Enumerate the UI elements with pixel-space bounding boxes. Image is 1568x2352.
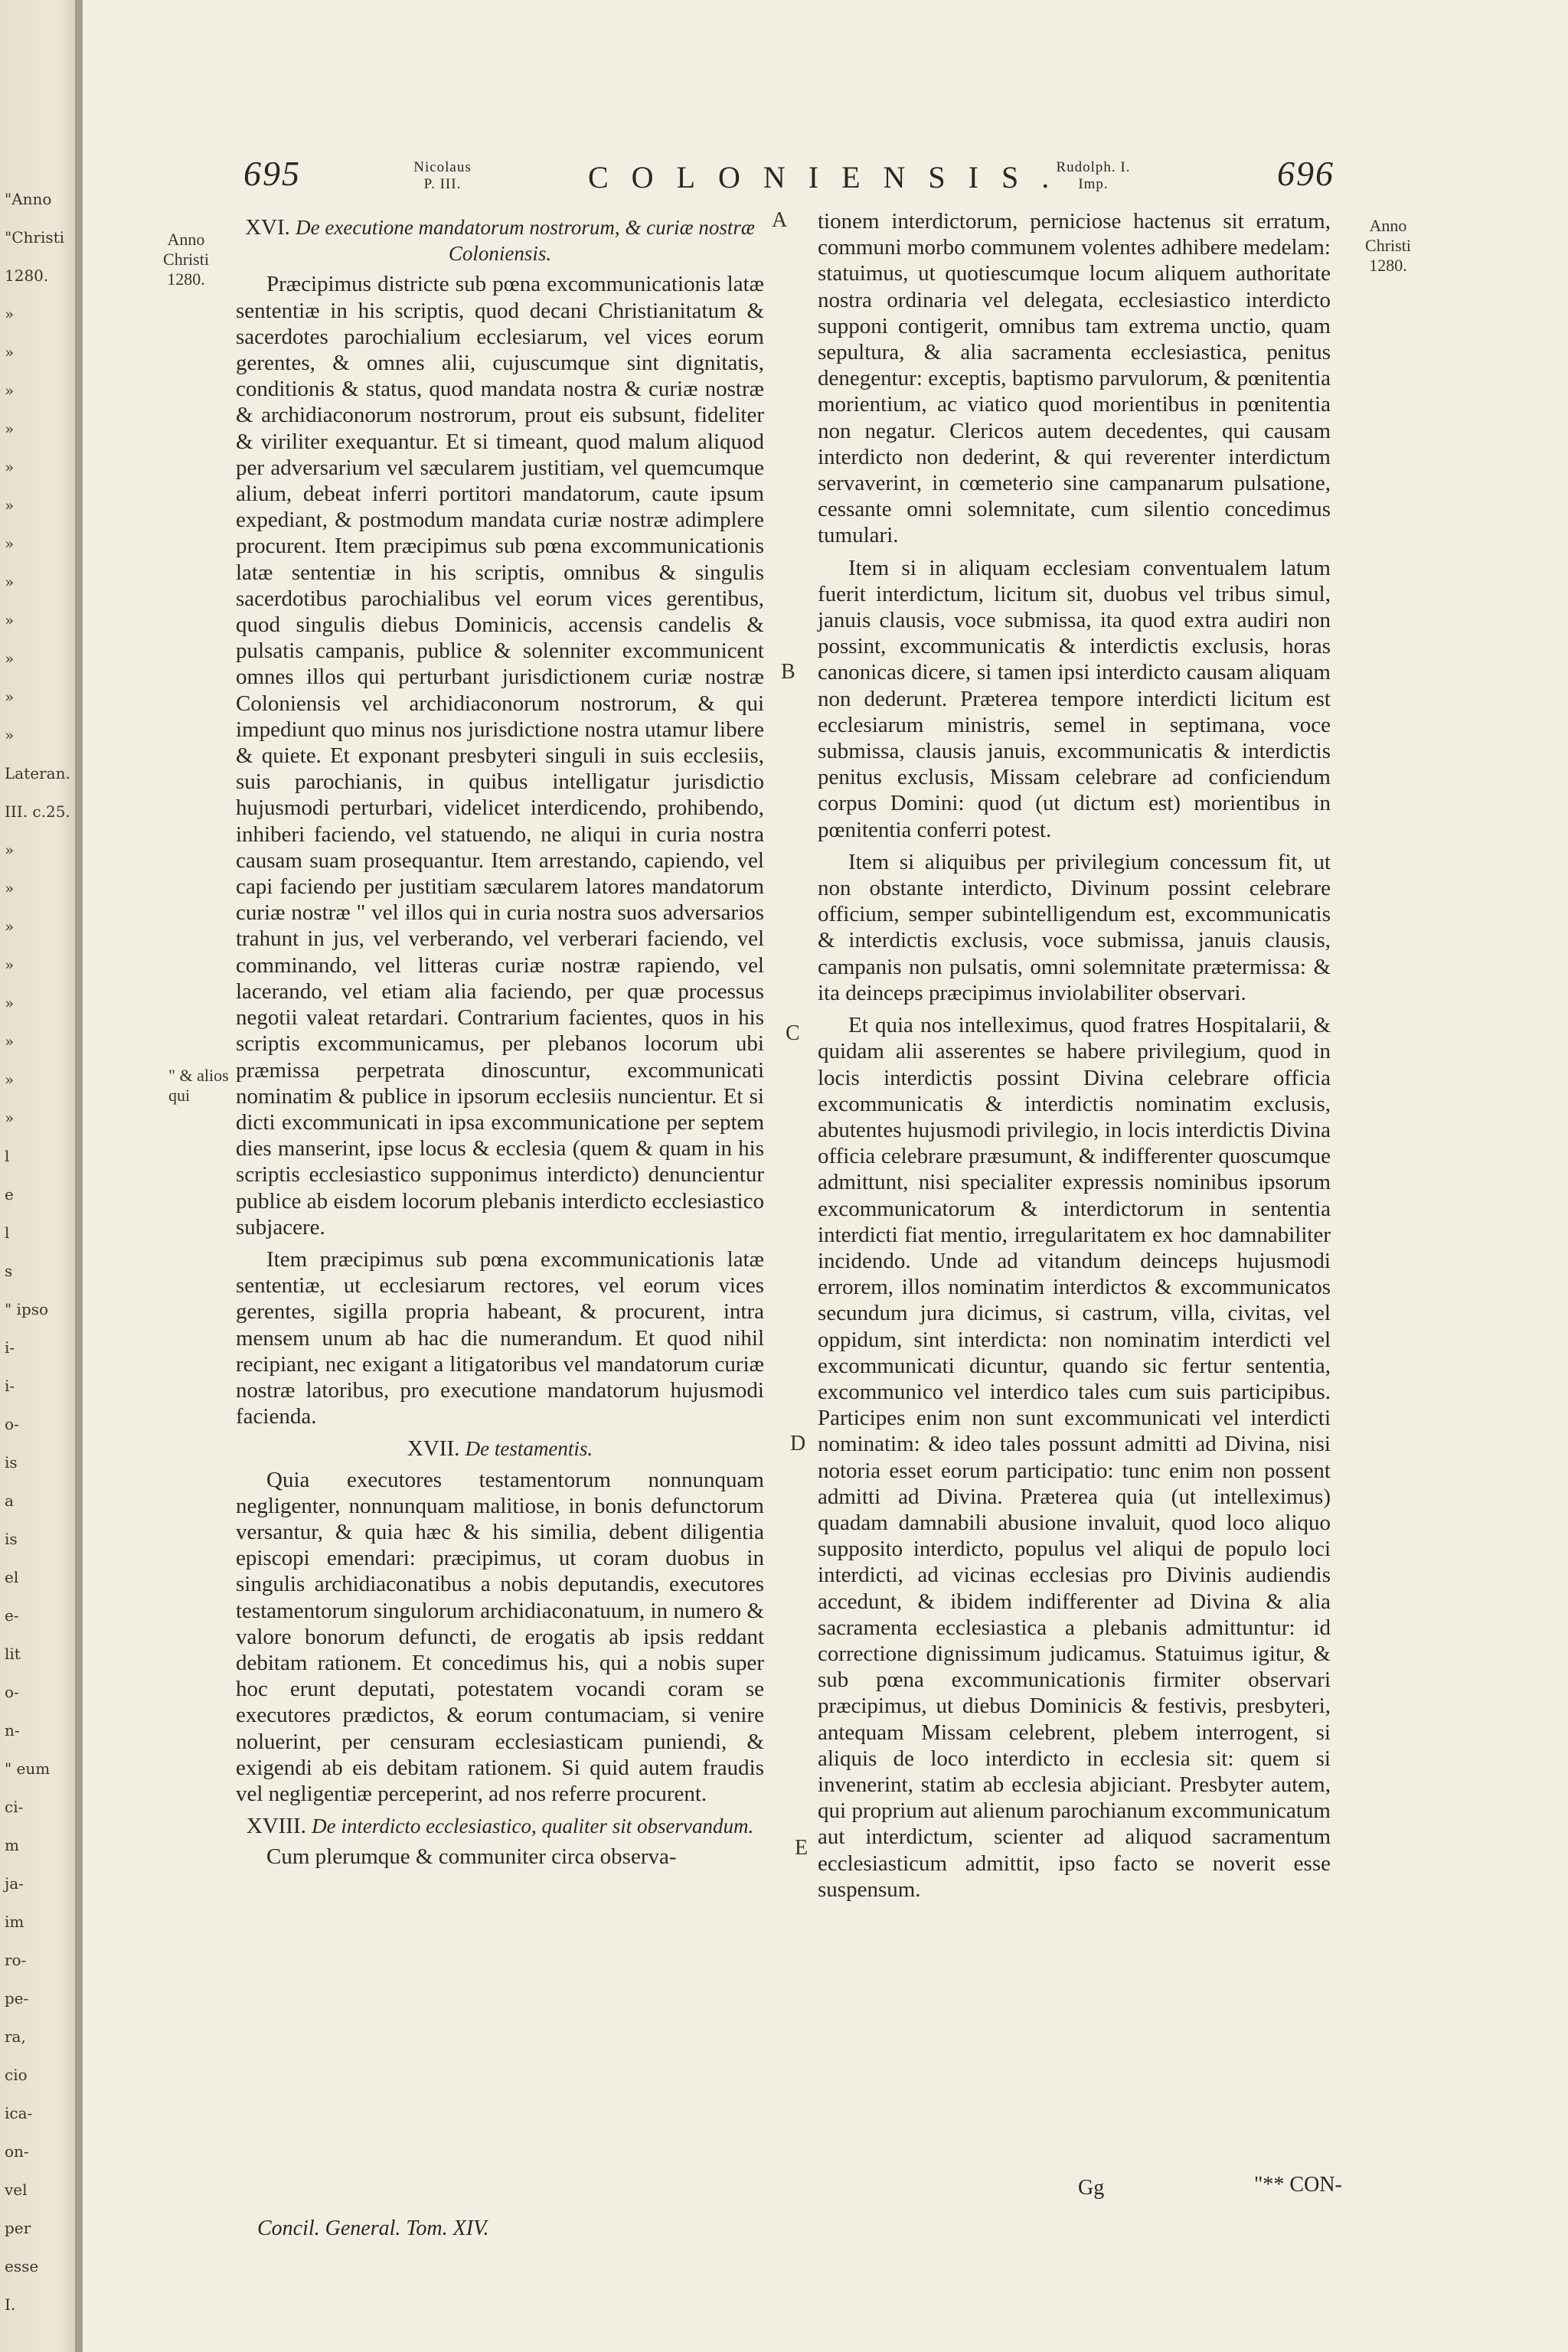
running-head-left xyxy=(397,159,488,193)
previous-page-fragment: » xyxy=(5,956,15,974)
previous-page-fragment: » xyxy=(5,917,15,936)
previous-page-fragment: » xyxy=(5,381,15,400)
anno-label: Anno xyxy=(167,230,205,249)
page-number-left: 695 xyxy=(243,154,301,193)
previous-page-fragment: n- xyxy=(5,1721,20,1740)
section-letter-d: D xyxy=(790,1432,806,1455)
running-head-right-line1: Rudolph. I. xyxy=(1056,159,1131,175)
running-head-left-line2: P. III. xyxy=(423,176,462,192)
previous-page-fragment: » xyxy=(5,1032,15,1050)
previous-page-fragment: » xyxy=(5,1070,15,1089)
previous-page-fragment: a xyxy=(5,1491,14,1510)
previous-page-fragment: » xyxy=(5,879,15,897)
page xyxy=(83,0,1568,2352)
footer-source: Concil. General. Tom. XIV. xyxy=(257,2216,489,2240)
previous-page-fragment: » xyxy=(5,343,15,361)
previous-page-fragment: i- xyxy=(5,1377,15,1395)
previous-page-fragment: o- xyxy=(5,1415,19,1433)
previous-page-fragment: "Christi xyxy=(5,228,65,247)
right-column xyxy=(818,208,1331,1909)
section-title: De executione mandatorum nostrorum, & curiæ nostræ Coloniensis. xyxy=(296,216,755,266)
section-16-paragraph-2: Item præcipimus sub pœna excommunicationis latæ sententiæ, ut ecclesiarum rectores, vel eorum vices gerentes, sigilla propria habeant, & procurent, intra mensem unum ab hac die numerandum. Et quod nihil recipiant, nec exigant a litigatoribus vel mandatorum curiæ nostræ latoribus, pro executione mandatorum hujusmodi facienda. xyxy=(236,1246,764,1429)
previous-page-fragment: l xyxy=(5,1223,10,1242)
previous-page-edge xyxy=(0,0,83,2352)
previous-page-fragment: el xyxy=(5,1568,19,1586)
section-17-paragraph-1: Quia executores testamentorum nonnunquam negligenter, nonnunquam malitiose, in bonis defunctorum versantur, & quia hæc & his similia, debent diligentia episcopi emendari: præcipimus, ut coram duobus in singulis archidiaconatibus a nobis deputandis, executores testamentorum singulorum archidiaconatuum, in numero & valore bonorum defuncti, de erogatis ab ipsis reddant debitam rationem. Et concedimus his, qui a nobis super hoc erunt deputati, potestatem vocandi coram se executores prædictos, & eorum contumaciam, si venire noluerint, per censuram ecclesiasticam puniendi, & exigendi ab eis debitam rationem. Si quid autem fraudis vel negligentiæ perceperint, ad nos referre procurent. xyxy=(236,1467,764,1806)
section-16-heading xyxy=(236,214,764,266)
previous-page-fragment: esse xyxy=(5,2257,39,2275)
christi-label: Christi xyxy=(1365,236,1411,255)
signature-mark: Gg xyxy=(1078,2176,1105,2200)
previous-page-fragment: » xyxy=(5,305,15,323)
section-number: XVI. xyxy=(245,215,290,240)
right-paragraph-1: tionem interdictorum, perniciose hactenus sit erratum, communi morbo communem volentes adhibere medelam: statuimus, ut quotiescumque locum aliquem authoritate nostra ordinaria vel delegata, ecclesiastico interdicto supponi contigerit, omnibus tam extrema unctio, quam sepultura, & alia sacramenta ecclesiastica, penitus denegentur: exceptis, baptismo parvulorum, & pœnitentia morientium, ac viatico quod morientibus in pœnitentia non negatur. Clericos autem decedentes, qui causam interdicto non dederint, & qui reverenter interdictum servaverint, in cœmeterio sine campanarum pulsatione, cessante omni solemnitate, cum silentio concedimus tumulari. xyxy=(818,209,1331,548)
running-head-right-line2: Imp. xyxy=(1078,176,1109,192)
previous-page-fragment: III. c.25. xyxy=(5,802,70,821)
running-head-left-line1: Nicolaus xyxy=(413,159,472,175)
right-paragraph-3: Item si aliquibus per privilegium concessum fit, ut non obstante interdicto, Divinum possint celebrare officium, semper subintelligendum est, excommunicatis & interdictis exclusis, voce submissa, januis clausis, campanis non pulsatis, omni solemnitate prætermissa: & ita deinceps præcipimus inviolabiliter observari. xyxy=(818,849,1331,1005)
catchword: "** CON- xyxy=(1254,2173,1342,2197)
previous-page-fragment: o- xyxy=(5,1683,19,1701)
variant-note-line2: qui xyxy=(168,1086,191,1105)
previous-page-fragment: ica- xyxy=(5,2104,33,2122)
section-letter-a: A xyxy=(772,208,788,232)
previous-page-fragment: » xyxy=(5,649,15,668)
previous-page-fragment: cio xyxy=(5,2066,28,2084)
previous-page-fragment: » xyxy=(5,726,15,744)
running-head-right xyxy=(1032,159,1155,193)
previous-page-fragment: "Anno xyxy=(5,190,52,208)
previous-page-fragment: » xyxy=(5,420,15,438)
previous-page-fragment: m xyxy=(5,1836,19,1854)
previous-page-fragment: on- xyxy=(5,2142,29,2161)
previous-page-fragment: » xyxy=(5,611,15,629)
section-17-heading xyxy=(236,1436,764,1462)
previous-page-fragment: » xyxy=(5,458,15,476)
section-18-heading xyxy=(236,1813,764,1839)
previous-page-fragment: I. xyxy=(5,2295,16,2314)
christi-label: Christi xyxy=(163,250,209,269)
running-title: COLONIENSIS. xyxy=(588,160,1073,194)
previous-page-fragment: lit xyxy=(5,1645,21,1663)
previous-page-fragment: » xyxy=(5,534,15,553)
right-paragraph-2: Item si in aliquam ecclesiam conventualem latum fuerit interdictum, licitum sit, duobus vel tribus simul, januis clausis, voce submissa, ita quod extra audiri non possint, excommunicatis & interdictis exclusis, horas canonicas dicere, si tamen ipsi interdicto causam aliquam non dederunt. Præterea tempore interdicti licitum est ecclesiarum ministris, semel in septimana, voce submissa, clausis januis, excommunicatis & interdictis penitus exclusis, Missam celebrare ad conficiendum corpus Domini: quod (ut dictum est) morientibus in pœnitentia conferri potest. xyxy=(818,555,1331,842)
previous-page-fragment: pe- xyxy=(5,1989,29,2007)
section-title: De testamentis. xyxy=(465,1437,593,1461)
anno-margin-right xyxy=(1338,216,1438,276)
section-title: De interdicto ecclesiastico, qualiter sit observandum. xyxy=(312,1815,754,1838)
variant-note-line1: " & alios xyxy=(168,1066,229,1085)
previous-page-fragment: im xyxy=(5,1913,24,1931)
previous-page-fragment: » xyxy=(5,688,15,706)
previous-page-fragment: is xyxy=(5,1530,18,1548)
anno-label: Anno xyxy=(1369,216,1407,235)
section-letter-c: C xyxy=(786,1021,800,1045)
year-label: 1280. xyxy=(167,270,205,289)
previous-page-fragment: ja- xyxy=(5,1874,24,1893)
right-paragraph-4: Et quia nos intelleximus, quod fratres Hospitalarii, & quidam alii asserentes se habere privilegium, quod in locis interdictis possint Divina celebrare officia excommunicatis & interdictis nominatim exclusis, abutentes hujusmodi privilegio, in locis interdictis Divina officia celebrare præsumunt, & indifferenter quoscumque admittunt, nisi specialiter expressis nominibus ipsorum excommunicatorum & interdictorum in sententia interdicti fiat mentio, irregularitatem ex hoc damnabiliter incidendo. Unde ad vitandum deinceps hujusmodi errorem, illos nominatim interdictos & excommunicatos secundum jura dicimus, si castrum, villa, civitas, vel oppidum, sint interdicta: non nominatim interdicti vel excommunicati dicuntur, quando sic fertur sententia, excommunico vel interdico tales cum suis participibus. Participes enim non sunt excommunicati vel interdicti nominatim: & ideo tales possunt admitti ad Divina, nisi notoria esset eorum participatio: tunc enim non possent admitti ad Divina. Præterea quia (ut intelleximus) quadam damnabili abusione invaluit, quod loco aliquo supposito interdicto, populus vel aliqui de populo loci interdicti, ad vicinas ecclesias pro Divinis audiendis accedunt, & ibidem indifferenter ad Divina & alia sacramenta ecclesiastica a plebanis admittuntur: id correctione dignissimum judicamus. Statuimus igitur, & sub pœna excommunicationis firmiter observari præcipimus, ut diebus Dominicis & festivis, presbyteri, antequam Missam celebrent, plebem interrogent, si aliquis de loco interdicto in ecclesia sit: quem si invenerint, statim ab ecclesia abjiciant. Presbyter autem, qui proprium aut alienum parochianum excommunicatum aut interdictum, scienter ad aliquod sacramentum ecclesiasticum admittit, ipso facto se noverit esse suspensum. xyxy=(818,1013,1331,1902)
previous-page-fragment: ra, xyxy=(5,2027,26,2046)
previous-page-fragment: l xyxy=(5,1147,10,1165)
section-16-paragraph-1: Præcipimus districte sub pœna excommunicationis latæ sententiæ in his scriptis, quod decani Christianitatum & sacerdotes parochialium ecclesiarum, vel vices eorum gerentes, & omnes alii, cujuscumque sint dignitatis, conditionis & status, quod mandata nostra & curiæ nostræ & archidiaconorum nostrorum, prout eis subsunt, fideliter & viriliter exequantur. Et si timeant, quod malum aliquod per adversarium vel sæcularem justitiam, vel quemcumque alium, debeat inferri portitori mandatorum, caute ipsum expediant, & postmodum mandata curiæ nostræ adimplere procurent. Item præcipimus sub pœna excommunicationis latæ sententiæ in his scriptis, omnibus & singulis sacerdotibus parochialibus vel eorum vices gerentibus, quod singulis diebus Dominicis, accensis candelis & pulsatis campanis, publice & solenniter excommunicent omnes illos qui perturbant jurisdictionem curiæ nostræ Coloniensis vel archidiaconorum nostrorum, & qui impediunt quo minus nos jurisdictione nostra utamur libere & quiete. Et exponant presbyteri singuli in suis ecclesiis, suis parochianis, in quibus intelligatur jurisdictio hujusmodi perturbari, videlicet interdicendo, prohibendo, inhiberi faciendo, vel statuendo, ne aliqui in curia nostra causam suam prosequantur. Item arrestando, capiendo, vel capi faciendo per justitiam sæcularem latores mandatorum curiæ nostræ " vel illos qui in curia nostra suos adversarios trahunt in jus, vel verberando, vel verberari faciendo, vel comminando, vel litteras curiæ nostræ rapiendo, vel lacerando, vel etiam alia faciendo, per quæ processus negotii valeat retardari. Contrarium facientes, quos in his scriptis excommunicamus, per plebanos locorum ubi præmissa perpetrata dinoscuntur, excommunicati nominatim & publice in ipsorum ecclesiis nuncientur. Et si dicti excommunicati in ipsa excommunicatione per septem dies manserint, ipse locus & ecclesia (quem & quam in his scriptis ecclesiastico supponimus interdicto) denuncientur publice ab eisdem locorum plebanis interdicto ecclesiastico subjacere. xyxy=(236,272,764,1240)
previous-page-fragment: s xyxy=(5,1262,13,1280)
previous-page-fragment: » xyxy=(5,496,15,514)
left-column xyxy=(236,213,764,1877)
section-number: XVII. xyxy=(407,1436,460,1462)
previous-page-fragment: » xyxy=(5,573,15,591)
section-number: XVIII. xyxy=(246,1814,306,1839)
previous-page-fragment: » xyxy=(5,1109,15,1127)
page-number-right: 696 xyxy=(1277,154,1334,193)
previous-page-fragment: ro- xyxy=(5,1951,27,1969)
variant-note xyxy=(168,1066,229,1106)
anno-margin-left xyxy=(136,230,236,289)
previous-page-fragment: » xyxy=(5,994,15,1012)
previous-page-fragment: e- xyxy=(5,1606,19,1625)
previous-page-fragment: per xyxy=(5,2219,31,2237)
previous-page-fragment: " eum xyxy=(5,1759,51,1778)
previous-page-fragment: ci- xyxy=(5,1798,24,1816)
section-letter-e: E xyxy=(795,1836,808,1860)
year-label: 1280. xyxy=(1369,256,1407,275)
section-18-paragraph-1: Cum plerumque & communiter circa observa- xyxy=(266,1844,677,1870)
previous-page-fragment: Lateran. xyxy=(5,764,70,782)
previous-page-fragment: " ipso xyxy=(5,1300,49,1318)
previous-page-fragment: vel xyxy=(5,2180,28,2199)
section-letter-b: B xyxy=(781,660,795,684)
previous-page-fragment: » xyxy=(5,841,15,859)
previous-page-fragment: i- xyxy=(5,1338,15,1357)
previous-page-fragment: is xyxy=(5,1453,18,1472)
previous-page-fragment: e xyxy=(5,1185,14,1204)
previous-page-fragment: 1280. xyxy=(5,266,49,285)
